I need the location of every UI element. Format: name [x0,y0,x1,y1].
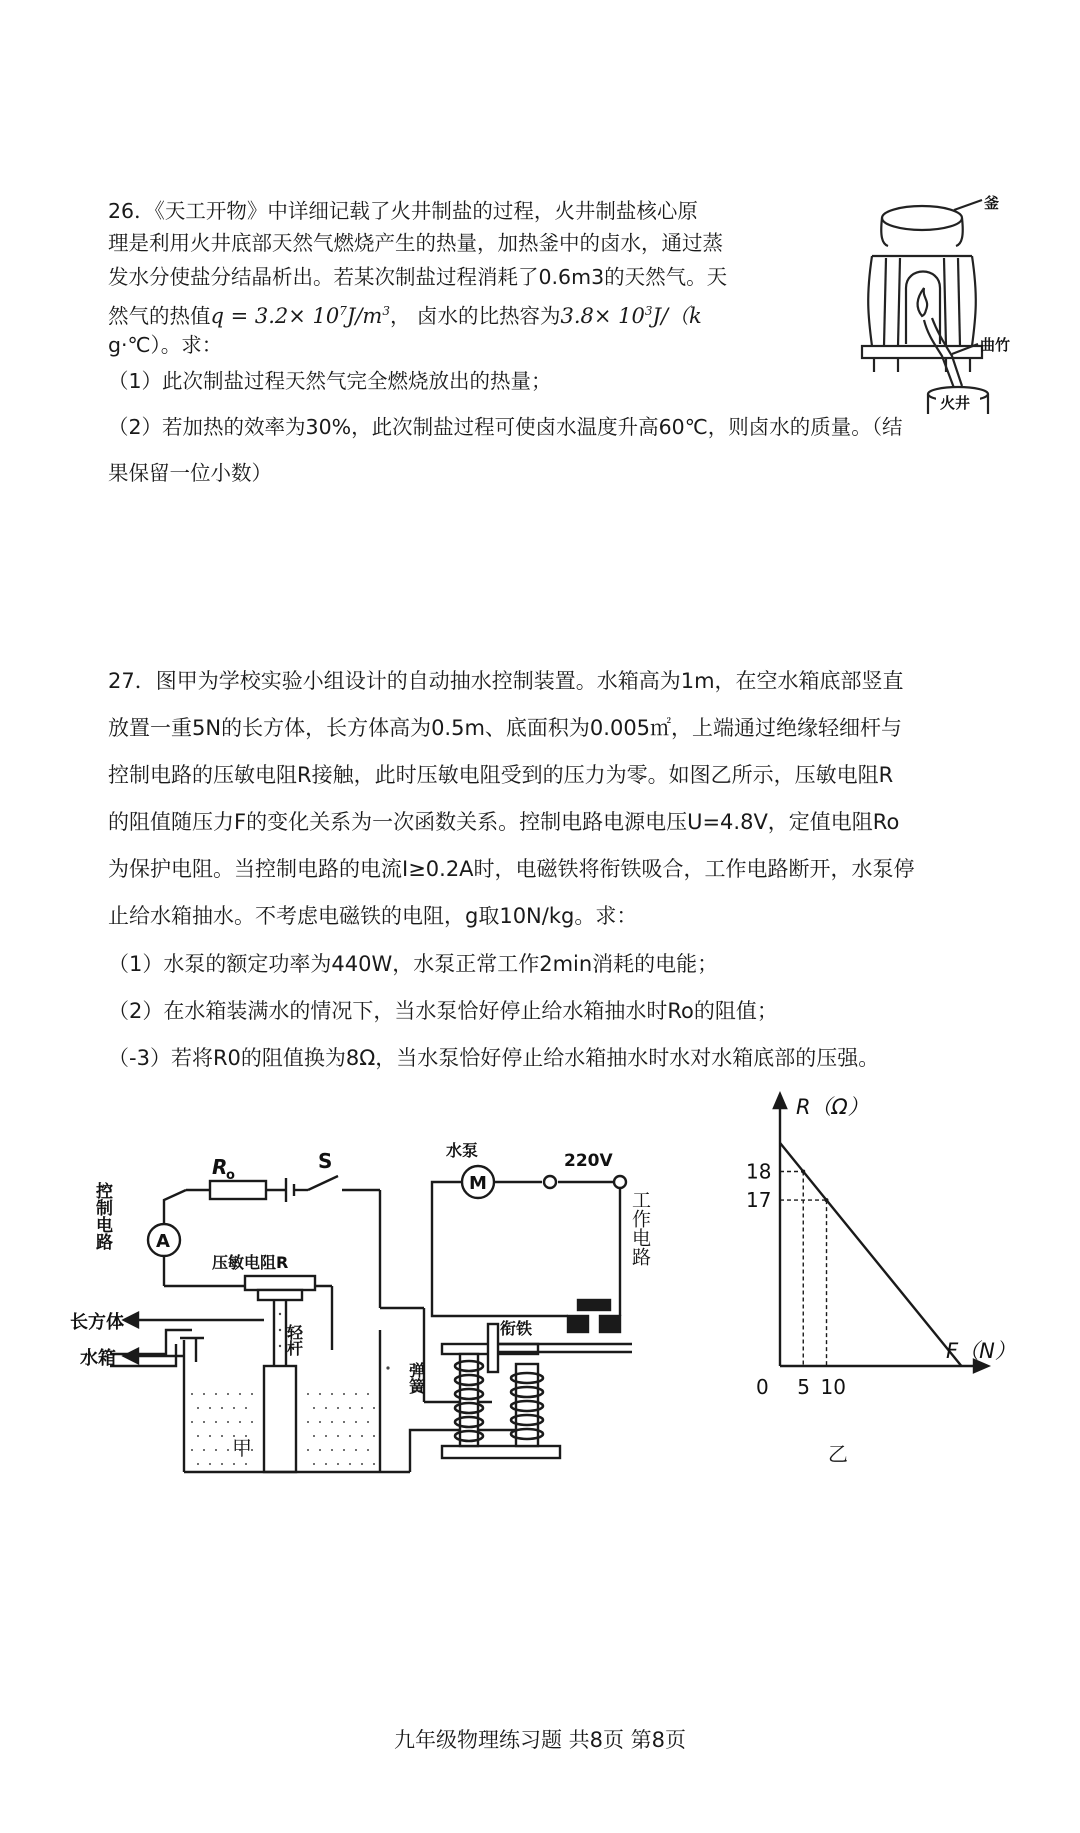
control-circuit-label: 控制电路 [92,1182,112,1250]
r0-label-main: R [212,1155,228,1179]
page-footer: 九年级物理练习题 共8页 第8页 [393,1728,687,1752]
q27-sub-1: （1）水泵的额定功率为440W，水泵正常工作2min消耗的电能； [108,952,719,976]
pump-label: 水泵 [446,1141,479,1160]
figure-yi-caption: 乙 [828,1442,848,1466]
q26-sub-2-line-1: （2）若加热的效率为30%，此次制盐过程可使卤水温度升高60℃，则卤水的质量。（结 [108,415,903,439]
x-axis-label: F（N） [946,1339,1016,1363]
switch-label: S [318,1149,333,1173]
motor-label: M [469,1173,487,1194]
y-tick-18: 18 [746,1159,772,1184]
ammeter-label: A [156,1231,170,1252]
voltage-label: 220V [564,1151,613,1171]
x-tick-5: 5 [797,1375,810,1399]
figure-jia-circuit [70,1090,660,1420]
q27-line-5: 为保护电阻。当控制电路的电流I≥0.2A时，电磁铁将衔铁吸合，工作电路断开，水泵停 [108,857,915,881]
specific-heat-number: 3.8× 10 [560,304,645,328]
label-huojing: 火井 [940,394,971,412]
q26-line-4 [108,296,702,331]
q27-sub-3: （-3）若将R0的阻值换为8Ω，当水泵恰好停止给水箱抽水时水对水箱底部的压强。 [108,1046,880,1070]
q27-line-4: 的阻值随压力F的变化关系为一次函数关系。控制电路电源电压U=4.8V，定值电阻Ro [108,810,900,834]
x-tick-10: 10 [820,1375,846,1399]
heat-value-formula [211,304,390,328]
q26-line-2: 理是利用火井底部天然气燃烧产生的热量，加热釜中的卤水，通过蒸 [108,231,723,255]
sensor-label: 压敏电阻R [212,1253,289,1272]
q27-line-1: 27．图甲为学校实验小组设计的自动抽水控制装置。水箱高为1m，在空水箱底部竖直 [108,669,904,693]
specific-heat-exp: 3 [644,304,653,318]
heat-value-unit-exp: 3 [382,304,390,318]
block-label: 长方体 [70,1312,124,1333]
spring-label: 弹簧 [406,1362,426,1394]
y-axis-label: R（Ω） [796,1095,869,1119]
rod-label: 轻杆 [284,1324,304,1356]
figure-yi-chart [740,1084,1016,1424]
figure-jia-caption: 甲 [232,1436,252,1460]
specific-heat-unit: J/（k [652,304,702,328]
q26-sub-1: （1）此次制盐过程天然气完全燃烧放出的热量； [108,369,552,393]
q27-line-6: 止给水箱抽水。不考虑电磁铁的电阻，g取10N/kg。求： [108,904,638,928]
y-tick-17: 17 [746,1188,772,1213]
y-axis-arrow [774,1094,786,1108]
specific-heat-formula [561,304,702,328]
heat-value-number: q = 3.2× 10 [210,304,340,328]
q26-line-5: g·℃）。求： [108,333,223,357]
label-fu: 釜 [984,194,1000,212]
tank-label: 水箱 [80,1348,116,1369]
q27-sub-2: （2）在水箱装满水的情况下，当水泵恰好停止给水箱抽水时Ro的阻值； [108,999,778,1023]
q27-line-2: 放置一重5N的长方体，长方体高为0.5m、底面积为0.005㎡，上端通过绝缘轻细杆与 [108,716,903,740]
q26-line-1: 26．《天工开物》中详细记载了火井制盐的过程，火井制盐核心原 [108,199,698,223]
q26-line-4-mid: ， 卤水的比热容为 [389,304,561,328]
q26-line-4-prefix: 然气的热值 [108,304,211,328]
r0-label-sub: o [226,1168,235,1183]
label-quzhu: 曲竹 [980,336,1011,354]
x-tick-0: 0 [756,1375,769,1399]
data-point-10 [825,1198,829,1202]
heat-value-exp: 7 [339,304,347,318]
terminal-left [544,1176,556,1188]
heat-value-unit: J/m [346,304,383,328]
work-circuit-label: 工作电路 [629,1190,651,1266]
fire-well-illustration [858,196,1028,416]
data-point-5 [801,1170,805,1174]
series-line-r-f [780,1143,961,1366]
armature-label: 衔铁 [500,1319,533,1338]
q26-sub-2-line-2: 果保留一位小数） [108,461,272,485]
q26-line-3: 发水分使盐分结晶析出。若某次制盐过程消耗了0.6m3的天然气。天 [108,265,728,289]
q27-line-3: 控制电路的压敏电阻R接触，此时压敏电阻受到的压力为零。如图乙所示，压敏电阻R [108,763,894,787]
terminal-right [614,1176,626,1188]
